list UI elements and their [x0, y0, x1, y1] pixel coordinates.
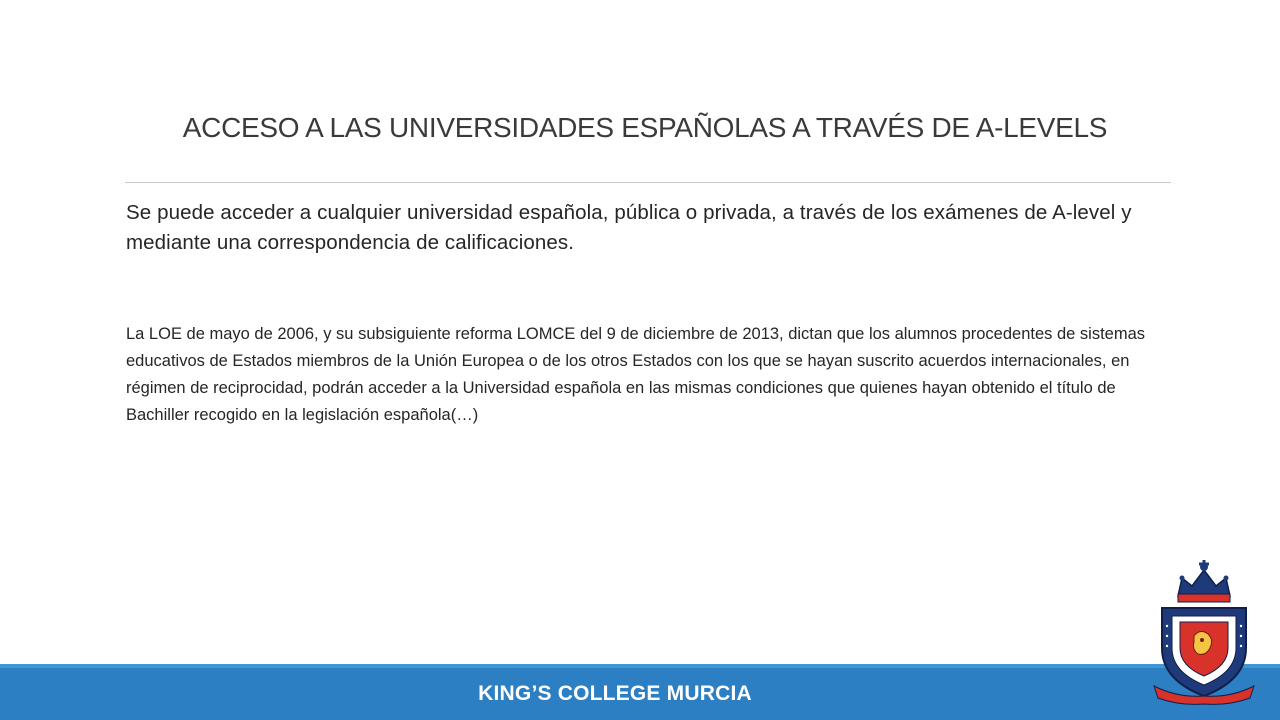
kings-college-crest-logo [1148, 556, 1260, 706]
crown-icon [1178, 560, 1230, 602]
footer-school-name: KING’S COLLEGE MURCIA [478, 682, 752, 705]
slide-title: ACCESO A LAS UNIVERSIDADES ESPAÑOLAS A TRAVÉS DE A-LEVELS [182, 112, 1108, 143]
footer-accent-line [0, 664, 1280, 668]
legal-paragraph: La LOE de mayo de 2006, y su subsiguiente reforma LOMCE del 9 de diciembre de 2013, dictan que los alumnos procedentes de sistemas educativos de Estados miembros de la Unión Europea o de los otros Estados con los que se hayan suscrito acuerdos internacionales, en régimen de reciprocidad, podrán acceder a la Universidad española en las mismas condiciones que quienes hayan obtenido el título de Bachiller recogido en la legislación española(…) [126, 325, 1146, 424]
intro-paragraph: Se puede acceder a cualquier universidad española, pública o privada, a través de los exámenes de A-level y mediante una correspondencia de calificaciones. [126, 201, 1132, 254]
title-divider [125, 182, 1171, 183]
